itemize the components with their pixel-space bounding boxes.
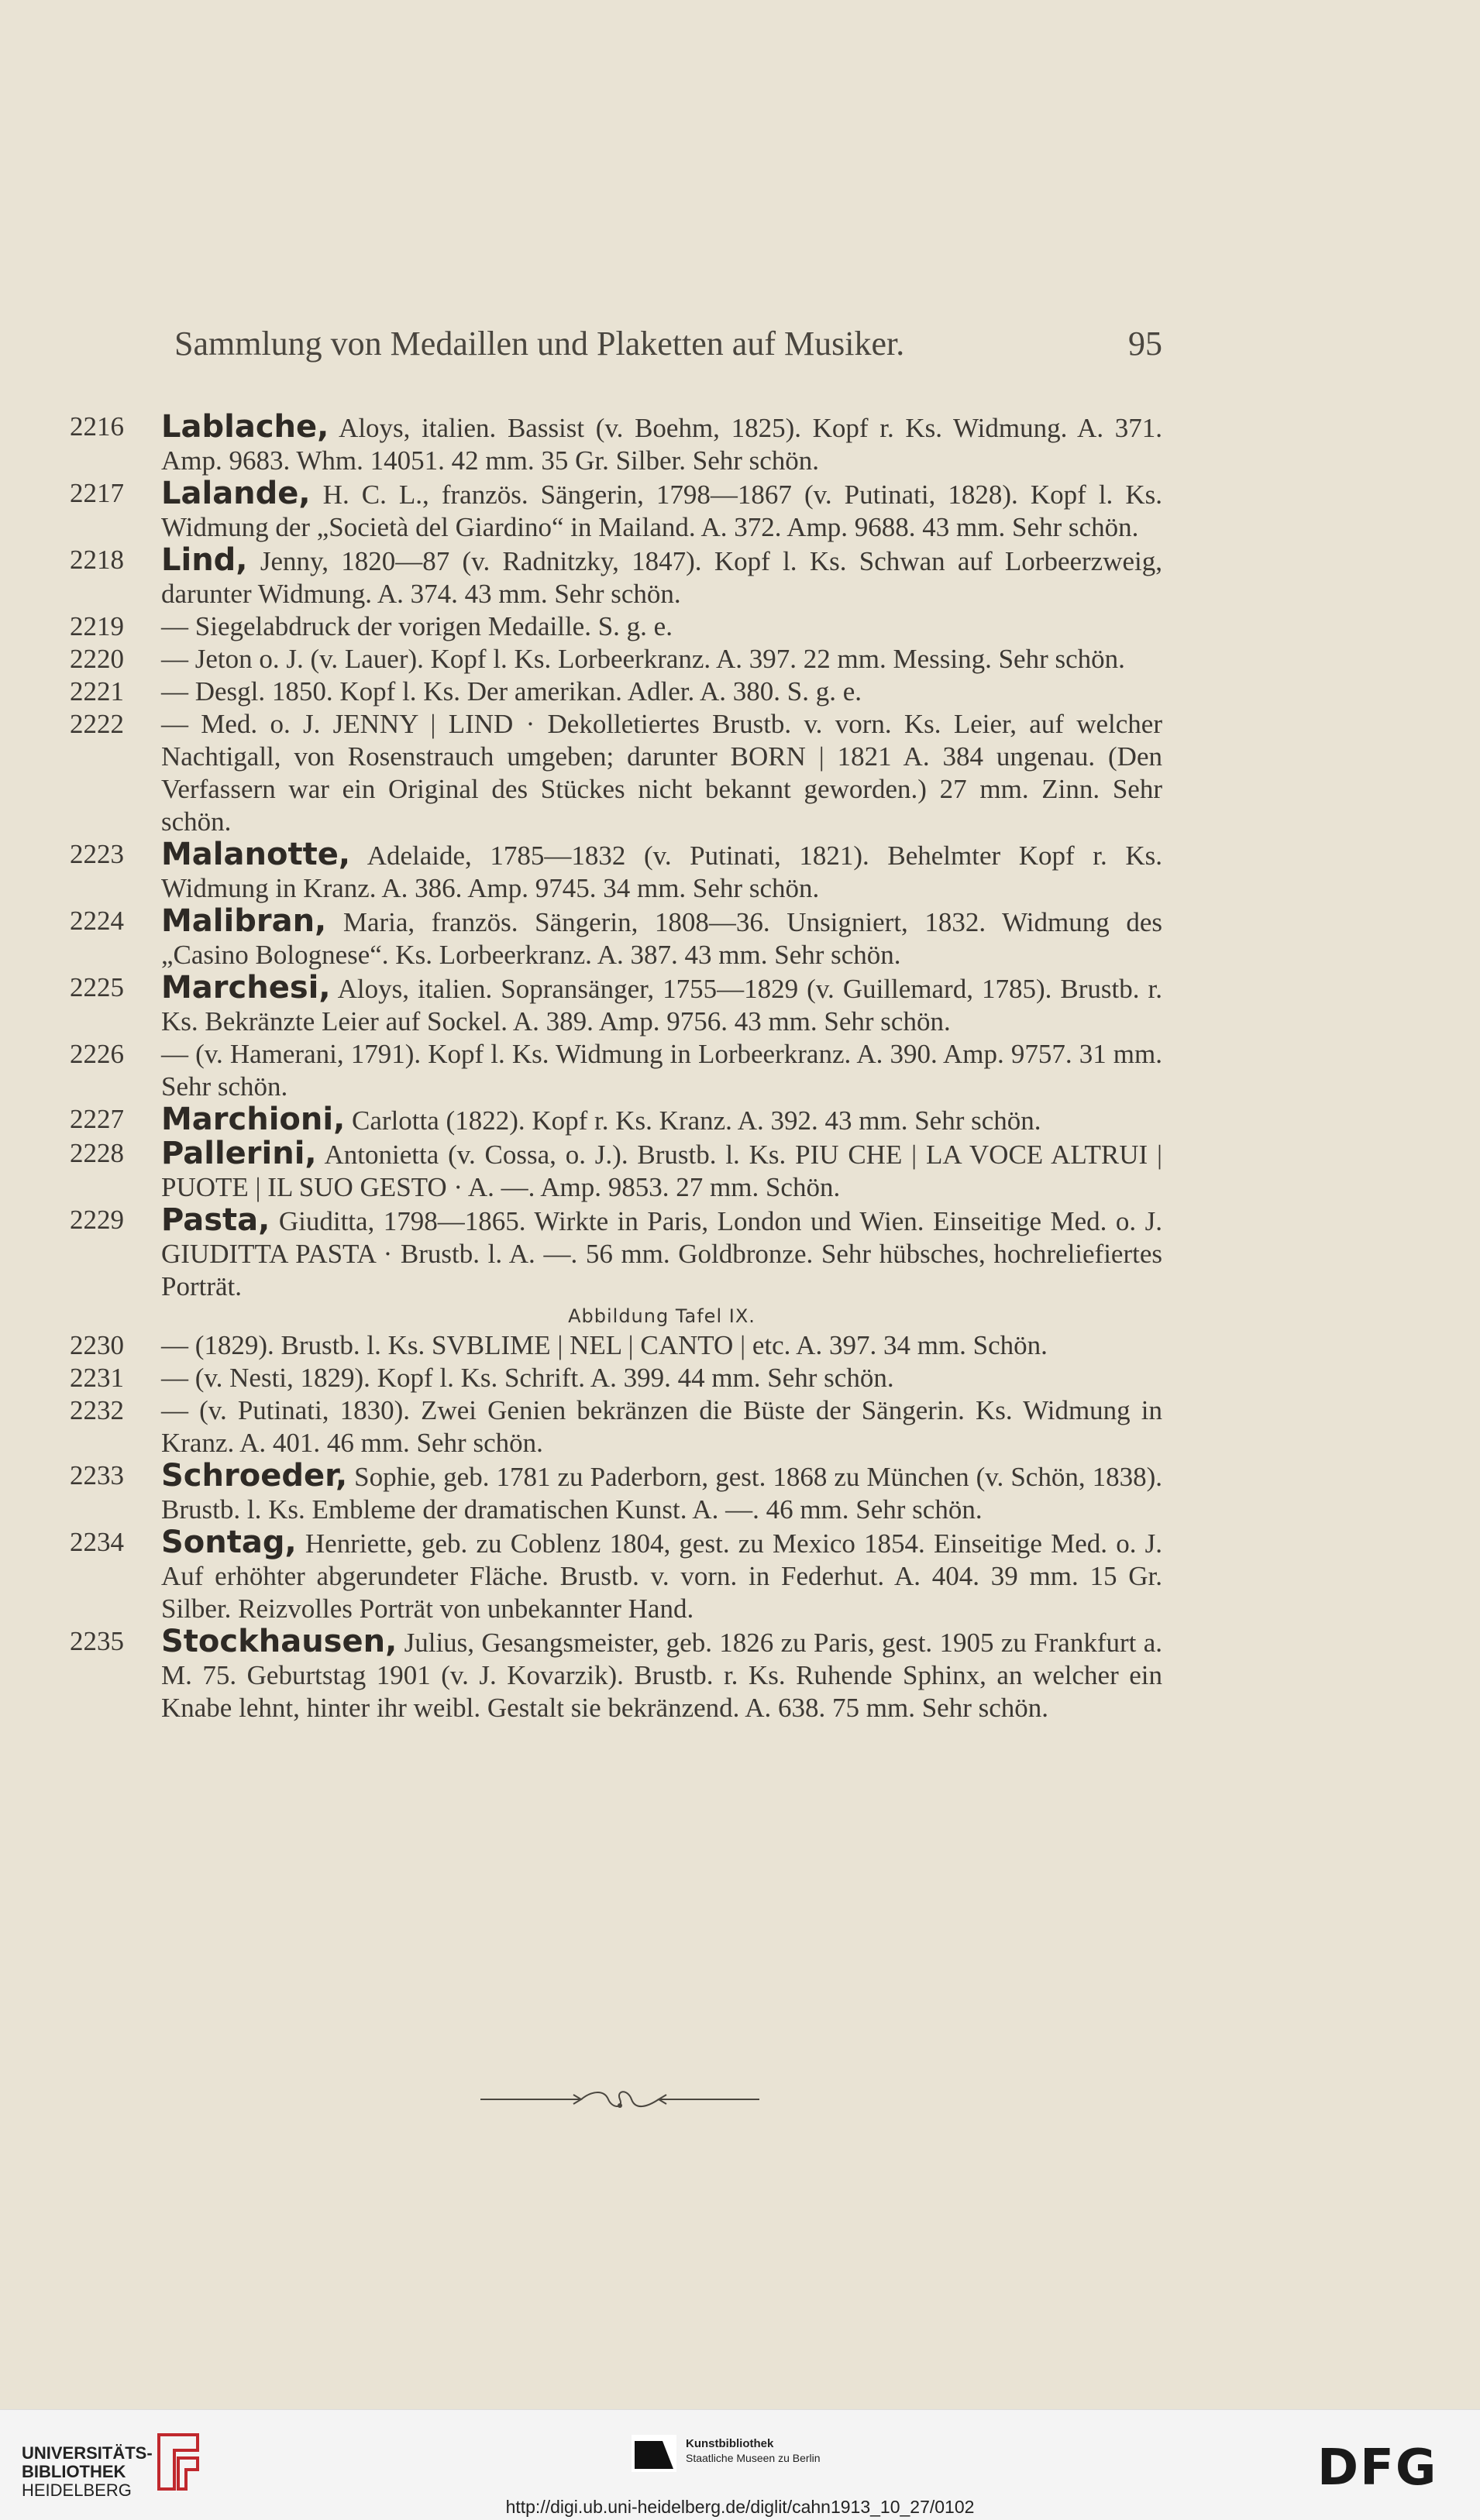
entry-body bbox=[161, 544, 1162, 610]
entry-number: 2220 bbox=[70, 644, 124, 674]
entry-number: 2228 bbox=[70, 1138, 124, 1168]
entry-musician-name: Sontag, bbox=[161, 1525, 297, 1560]
entry-number: 2223 bbox=[70, 839, 124, 869]
entry-musician-name: Pallerini, bbox=[161, 1136, 317, 1171]
catalog-entry bbox=[70, 544, 1162, 610]
entry-number: 2224 bbox=[70, 906, 124, 936]
running-header bbox=[174, 324, 1162, 363]
catalog-entry bbox=[70, 610, 1162, 643]
entry-description: — (v. Putinati, 1830). Zwei Genien bekränzen die Büste der Sängerin. Ks. Widmung in Kranz. A. 401. 46 mm. Sehr schön. bbox=[161, 1395, 1162, 1458]
entry-description: Carlotta (1822). Kopf r. Ks. Kranz. A. 392. 43 mm. Sehr schön. bbox=[345, 1105, 1041, 1136]
entry-description: — Siegelabdruck der vorigen Medaille. S. g. e. bbox=[161, 611, 673, 641]
catalog-entry bbox=[70, 1394, 1162, 1459]
entry-number: 2230 bbox=[70, 1330, 124, 1360]
entry-description: Henriette, geb. zu Coblenz 1804, gest. zu Mexico 1854. Einseitige Med. o. J. Auf erhöhter abgerundeter Fläche. Brustb. v. vorn. in Federhut. A. 404. 39 mm. 15 Gr. Silber. Reizvolles Porträt von unbekannter Hand. bbox=[161, 1528, 1162, 1624]
dfg-logo[interactable]: DFG bbox=[1317, 2439, 1438, 2497]
entry-number: 2225 bbox=[70, 972, 124, 1002]
entry-description: — (v. Nesti, 1829). Kopf l. Ks. Schrift. A. 399. 44 mm. Sehr schön. bbox=[161, 1363, 894, 1393]
entry-number: 2231 bbox=[70, 1363, 124, 1393]
entry-musician-name: Stockhausen, bbox=[161, 1624, 398, 1659]
entry-number: 2226 bbox=[70, 1039, 124, 1069]
entry-description: Julius, Gesangsmeister, geb. 1826 zu Paris, gest. 1905 zu Frankfurt a. M. 75. Geburtstag 1901 (v. J. Kovarzik). Brustb. r. Ks. Ruhende Sphinx, an welcher ein Knabe lehnt, hinter ihr weibl. Gestalt sie bekränzend. A. 638. 75 mm. Sehr schön. bbox=[161, 1628, 1162, 1723]
catalog-entry bbox=[70, 1526, 1162, 1625]
heidelberg-logo-icon bbox=[151, 2427, 205, 2497]
catalog-entry bbox=[70, 708, 1162, 838]
entry-body bbox=[161, 1459, 1162, 1526]
entry-description: Adelaide, 1785—1832 (v. Putinati, 1821). Behelmter Kopf r. Ks. Widmung in Kranz. A. 386. Amp. 9745. 34 mm. Sehr schön. bbox=[161, 841, 1162, 903]
source-url-link[interactable]: http://digi.ub.uni-heidelberg.de/diglit/cahn1913_10_27/0102 bbox=[505, 2497, 975, 2517]
entry-musician-name: Malibran, bbox=[161, 903, 327, 939]
entry-musician-name: Marchesi, bbox=[161, 970, 331, 1006]
entry-description: — Desgl. 1850. Kopf l. Ks. Der amerikan. Adler. A. 380. S. g. e. bbox=[161, 676, 862, 706]
catalog-entry bbox=[70, 1137, 1162, 1204]
page-number: 95 bbox=[1128, 325, 1162, 363]
page-title: Sammlung von Medaillen und Plaketten auf Musiker. bbox=[174, 325, 905, 363]
entry-description: — Jeton o. J. (v. Lauer). Kopf l. Ks. Lorbeerkranz. A. 397. 22 mm. Messing. Sehr schön. bbox=[161, 644, 1125, 674]
university-library-logo[interactable]: UNIVERSITÄTS- BIBLIOTHEK HEIDELBERG bbox=[22, 2443, 153, 2500]
digitization-footer bbox=[0, 2409, 1480, 2520]
entry-number: 2221 bbox=[70, 676, 124, 706]
entry-number: 2229 bbox=[70, 1205, 124, 1235]
entry-body bbox=[161, 411, 1162, 477]
entry-body bbox=[161, 971, 1162, 1038]
entry-body bbox=[161, 905, 1162, 971]
entry-body bbox=[161, 610, 1162, 643]
entry-body bbox=[161, 1038, 1162, 1103]
entry-musician-name: Lablache, bbox=[161, 409, 329, 445]
catalog-entries bbox=[70, 411, 1162, 1724]
catalog-entry bbox=[70, 838, 1162, 905]
catalog-entry bbox=[70, 643, 1162, 676]
entry-musician-name: Lalande, bbox=[161, 476, 311, 511]
entry-description: Giuditta, 1798—1865. Wirkte in Paris, London und Wien. Einseitige Med. o. J. GIUDITTA PASTA · Brustb. l. A. —. 56 mm. Goldbronze. Sehr hübsches, hochreliefiertes Porträt. bbox=[161, 1206, 1162, 1301]
kunstbibliothek-text: Kunstbibliothek Staatliche Museen zu Berlin bbox=[686, 2437, 821, 2464]
entry-number: 2218 bbox=[70, 545, 124, 575]
entry-number: 2235 bbox=[70, 1626, 124, 1656]
entry-description: — (1829). Brustb. l. Ks. SVBLIME | NEL | CANTO | etc. A. 397. 34 mm. Schön. bbox=[161, 1330, 1048, 1360]
entry-description: Antonietta (v. Cossa, o. J.). Brustb. l. Ks. PIU CHE | LA VOCE ALTRUI | PUOTE | IL SUO GESTO · A. —. Amp. 9853. 27 mm. Schön. bbox=[161, 1140, 1162, 1202]
entry-description: Aloys, italien. Sopransänger, 1755—1829 (v. Guillemard, 1785). Brustb. r. Ks. Bekränzte Leier auf Sockel. A. 389. Amp. 9756. 43 mm. Sehr schön. bbox=[161, 974, 1162, 1037]
entry-body bbox=[161, 1137, 1162, 1204]
catalog-entry bbox=[70, 1459, 1162, 1526]
ornament-divider-icon bbox=[480, 2084, 759, 2115]
catalog-entry bbox=[70, 477, 1162, 544]
entry-body bbox=[161, 1103, 1162, 1137]
entry-description: H. C. L., französ. Sängerin, 1798—1867 (v. Putinati, 1828). Kopf l. Ks. Widmung der „Società del Giardino“ in Mailand. A. 372. Amp. 9688. 43 mm. Sehr schön. bbox=[161, 480, 1162, 542]
catalog-entry bbox=[70, 1038, 1162, 1103]
catalog-entry bbox=[70, 1103, 1162, 1137]
entry-number: 2222 bbox=[70, 709, 124, 739]
entry-number: 2217 bbox=[70, 478, 124, 508]
kunstbibliothek-logo-icon[interactable] bbox=[632, 2435, 676, 2472]
entry-number: 2219 bbox=[70, 611, 124, 641]
entry-number: 2234 bbox=[70, 1527, 124, 1557]
entry-description: Maria, französ. Sängerin, 1808—36. Unsigniert, 1832. Widmung des „Casino Bolognese“. Ks. Lorbeerkranz. A. 387. 43 mm. Sehr schön. bbox=[161, 907, 1162, 970]
entry-musician-name: Lind, bbox=[161, 542, 248, 578]
entry-description: Aloys, italien. Bassist (v. Boehm, 1825). Kopf r. Ks. Widmung. A. 371. Amp. 9683. Whm. 14051. 42 mm. 35 Gr. Silber. Sehr schön. bbox=[161, 413, 1162, 476]
entry-body bbox=[161, 1625, 1162, 1724]
entry-musician-name: Pasta, bbox=[161, 1202, 270, 1238]
catalog-entry bbox=[70, 1362, 1162, 1394]
entry-description: Sophie, geb. 1781 zu Paderborn, gest. 1868 zu München (v. Schön, 1838). Brustb. l. Ks. Embleme der dramatischen Kunst. A. —. 46 mm. Sehr schön. bbox=[161, 1462, 1162, 1525]
entry-number: 2216 bbox=[70, 411, 124, 442]
entry-body bbox=[161, 838, 1162, 905]
entry-musician-name: Marchioni, bbox=[161, 1102, 346, 1137]
entry-description: Jenny, 1820—87 (v. Radnitzky, 1847). Kopf l. Ks. Schwan auf Lorbeerzweig, darunter Widmung. A. 374. 43 mm. Sehr schön. bbox=[161, 546, 1162, 609]
entry-musician-name: Malanotte, bbox=[161, 837, 351, 872]
catalog-entry bbox=[70, 1625, 1162, 1724]
entry-description: — (v. Hamerani, 1791). Kopf l. Ks. Widmung in Lorbeerkranz. A. 390. Amp. 9757. 31 mm. Sehr schön. bbox=[161, 1039, 1162, 1102]
entry-body bbox=[161, 676, 1162, 708]
catalog-entry bbox=[70, 971, 1162, 1038]
entry-body bbox=[161, 1526, 1162, 1625]
entry-body bbox=[161, 708, 1162, 838]
illustration-caption: Abbildung Tafel IX. bbox=[568, 1305, 755, 1327]
entry-body bbox=[161, 1362, 1162, 1394]
entry-number: 2227 bbox=[70, 1104, 124, 1134]
entry-body bbox=[161, 1204, 1162, 1303]
entry-body bbox=[161, 1394, 1162, 1459]
catalog-entry bbox=[70, 1204, 1162, 1303]
entry-body bbox=[161, 643, 1162, 676]
entry-musician-name: Schroeder, bbox=[161, 1458, 348, 1494]
catalog-entry bbox=[70, 676, 1162, 708]
catalog-entry bbox=[70, 1329, 1162, 1362]
catalog-entry bbox=[70, 411, 1162, 477]
catalog-entry bbox=[70, 905, 1162, 971]
entry-number: 2233 bbox=[70, 1460, 124, 1490]
entry-body bbox=[161, 1329, 1162, 1362]
entry-number: 2232 bbox=[70, 1395, 124, 1425]
entry-body bbox=[161, 477, 1162, 544]
entry-description: — Med. o. J. JENNY | LIND · Dekolletiertes Brustb. v. vorn. Ks. Leier, auf welcher Nachtigall, von Rosenstrauch umgeben; darunter BORN | 1821 A. 384 ungenau. (Den Verfassern war ein Original des Stückes nicht bekannt geworden.) 27 mm. Zinn. Sehr schön. bbox=[161, 709, 1162, 837]
